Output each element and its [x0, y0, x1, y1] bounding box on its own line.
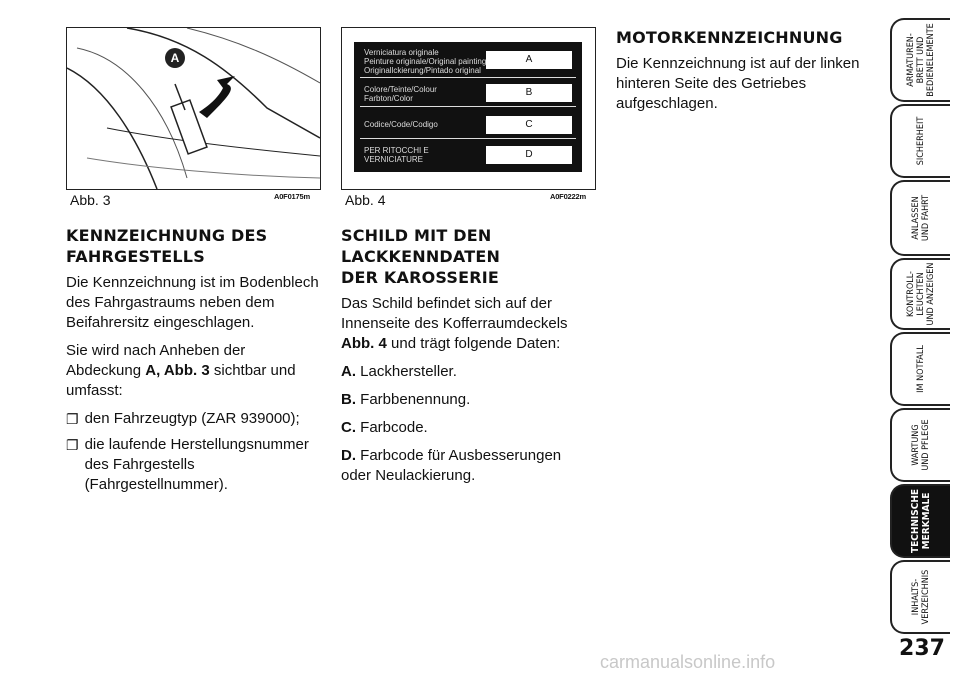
section-chassis-id — [66, 225, 320, 501]
tab-sicherheit[interactable]: SICHERHEIT — [890, 104, 950, 178]
list-item: D. Farbcode für Ausbesserungen oder Neulackierung. — [341, 447, 562, 484]
plate-row-2-text: Colore/Teinte/Colour Farbton/Color — [364, 85, 437, 103]
plate-cell-c: C — [486, 116, 572, 134]
list-item: B. Farbbenennung. — [341, 391, 471, 408]
paragraph: Die Kennzeichnung ist auf der linken hinteren Seite des Getriebes aufgeschlagen. — [616, 55, 860, 112]
plate-cell-b: B — [486, 84, 572, 102]
list-item: ❐ die laufende Herstellungsnummer des Fahrgestells (Fahrgestellnummer). — [66, 436, 309, 493]
section-heading: MOTORKENNZEICHNUNG — [616, 28, 843, 47]
tab-armaturenbrett[interactable]: ARMATUREN- BRETT UND BEDIENELEMENTE — [890, 18, 950, 102]
checkbox-bullet-icon: ❐ — [66, 437, 79, 453]
figure-3-code: A0F0175m — [274, 192, 310, 201]
list-item: ❐ den Fahrzeugtyp (ZAR 939000); — [66, 410, 300, 427]
plate-row-1-text: Verniciatura originale Peinture originale/Original painting Originallckierung/Pintado original — [364, 48, 487, 75]
section-heading: KENNZEICHNUNG DES FAHRGESTELLS — [66, 226, 268, 266]
section-heading: SCHILD MIT DEN LACKKENNDATEN DER KAROSSERIE — [341, 226, 501, 287]
plate-divider — [360, 138, 576, 139]
marker-a-badge: A — [165, 48, 185, 68]
paragraph: Das Schild befindet sich auf der Innenseite des Kofferraumdeckels Abb. 4 und trägt folgende Daten: — [341, 295, 568, 352]
figure-3-caption: Abb. 3 — [70, 192, 111, 208]
tab-kontrollleuchten[interactable]: KONTROLL- LEUCHTEN UND ANZEIGEN — [890, 258, 950, 330]
section-paint-label — [341, 225, 595, 494]
plate-divider — [360, 77, 576, 78]
tab-wartung[interactable]: WARTUNG UND PFLEGE — [890, 408, 950, 482]
figure-4-code: A0F0222m — [550, 192, 586, 201]
list-item: C. Farbcode. — [341, 419, 428, 436]
figure-4-caption: Abb. 4 — [345, 192, 386, 208]
tab-technische-merkmale[interactable]: TECHNISCHE MERKMALE — [890, 484, 950, 558]
figure-3-image — [66, 27, 321, 190]
paragraph: Sie wird nach Anheben der Abdeckung A, Abb. 3 sichtbar und umfasst: — [66, 342, 296, 399]
figure-4-image — [341, 27, 596, 190]
section-engine-id — [616, 27, 868, 122]
paragraph: Die Kennzeichnung ist im Bodenblech des Fahrgastraums neben dem Beifahrersitz eingeschlagen. — [66, 274, 319, 331]
door-sill-drawing — [67, 28, 320, 189]
watermark: carmanualsonline.info — [600, 652, 776, 672]
plate-cell-a: A — [486, 51, 572, 69]
plate-cell-d: D — [486, 146, 572, 164]
plate-row-3-text: Codice/Code/Codigo — [364, 120, 438, 129]
plate-row-4-text: PER RITOCCHI E VERNICIATURE — [364, 146, 429, 164]
plate-divider — [360, 106, 576, 107]
paint-label-plate — [354, 42, 582, 172]
tab-im-notfall[interactable]: IM NOTFALL — [890, 332, 950, 406]
page-number: 237 — [899, 636, 945, 661]
tab-anlassen[interactable]: ANLASSEN UND FAHRT — [890, 180, 950, 256]
checkbox-bullet-icon: ❐ — [66, 411, 79, 427]
list-item: A. Lackhersteller. — [341, 363, 457, 380]
tab-inhaltsverzeichnis[interactable]: INHALTS- VERZEICHNIS — [890, 560, 950, 634]
